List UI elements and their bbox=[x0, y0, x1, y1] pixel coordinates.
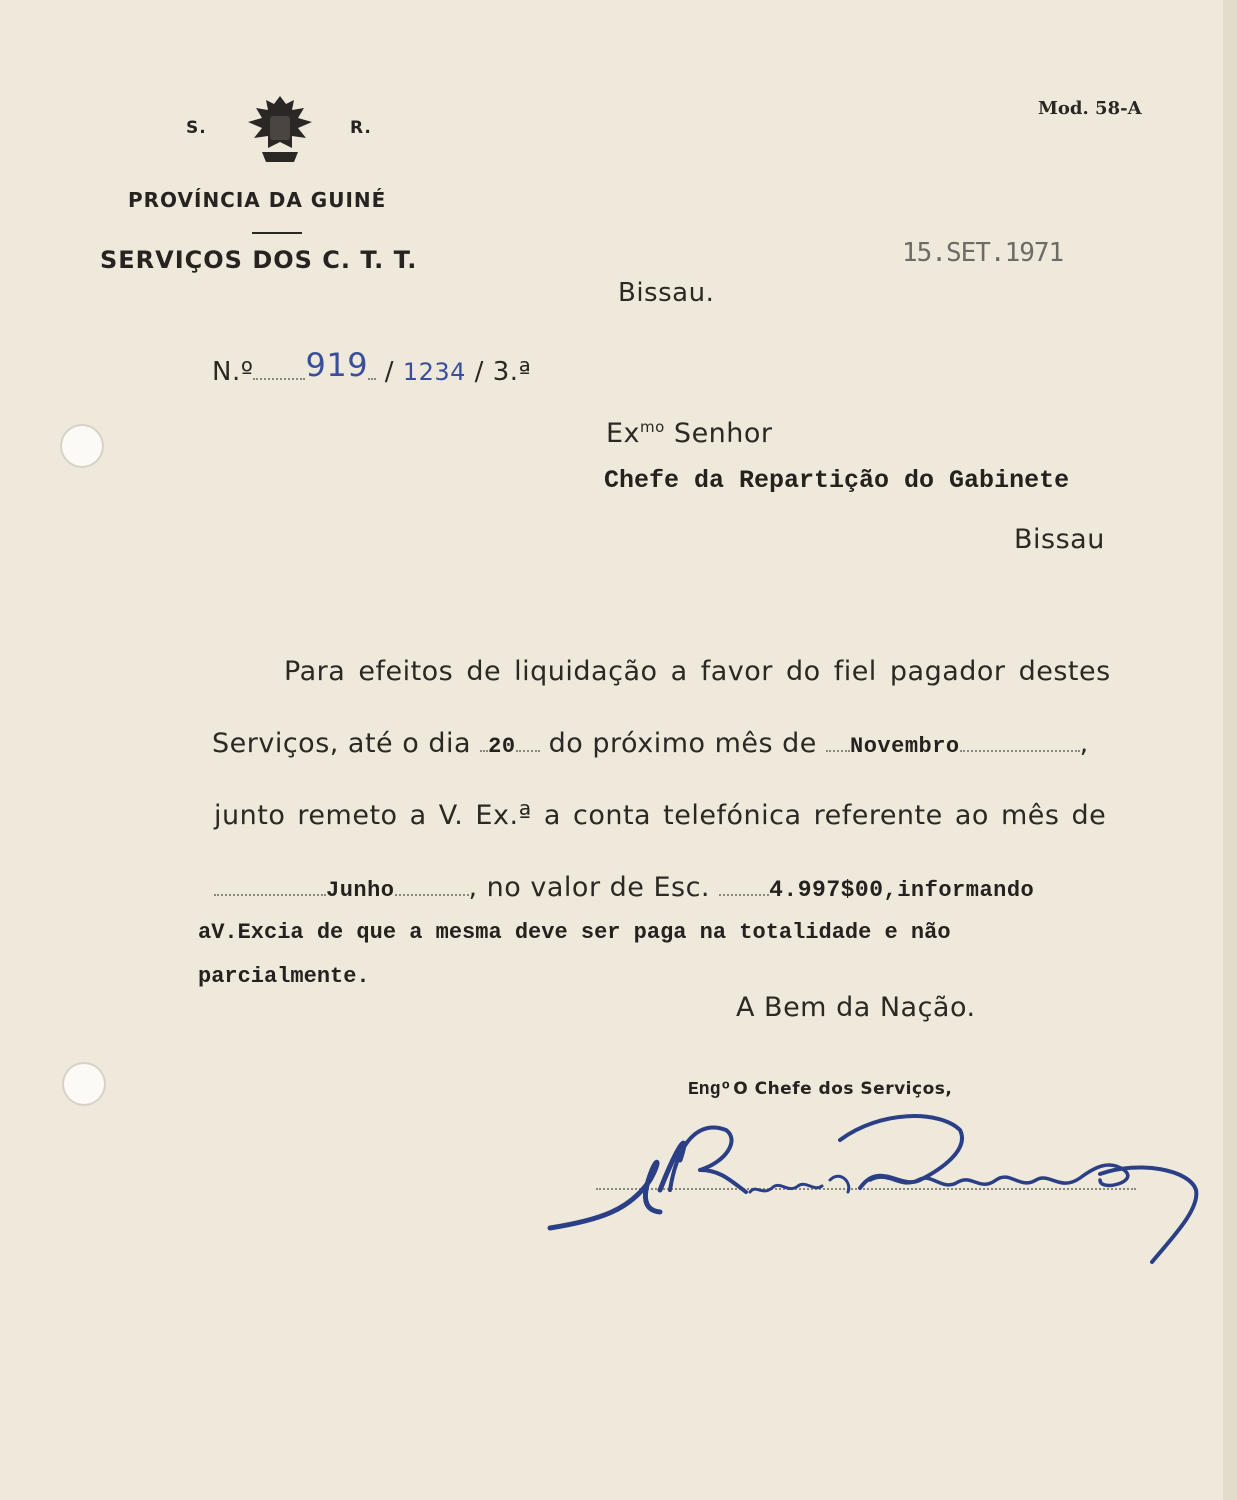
signature-title-line bbox=[688, 1078, 952, 1100]
handwritten-signature bbox=[540, 1100, 1210, 1270]
model-number: Mod. 58-A bbox=[1038, 98, 1142, 119]
province-title: PROVÍNCIA DA GUINÉ bbox=[128, 188, 387, 212]
ref-month-dots-b bbox=[395, 872, 469, 896]
body-line-2a: Serviços, até o dia bbox=[212, 728, 472, 759]
reference-month: Junho bbox=[326, 878, 395, 903]
body-line-6: parcialmente. bbox=[198, 964, 370, 989]
day-dots-a bbox=[480, 728, 488, 752]
body-line-4 bbox=[214, 872, 1034, 903]
recipient-title: Chefe da Repartição do Gabinete bbox=[604, 466, 1070, 495]
body-line-3: junto remeto a V. Ex.ª a conta telefónica referente ao mês de bbox=[214, 800, 1107, 831]
salutation-rest: Senhor bbox=[664, 418, 773, 449]
coat-of-arms-icon bbox=[232, 92, 328, 164]
reference-dots-2 bbox=[368, 356, 376, 380]
reference-part2: 1234 bbox=[402, 358, 466, 386]
due-month: Novembro bbox=[850, 734, 960, 759]
service-title: SERVIÇOS DOS C. T. T. bbox=[100, 246, 418, 274]
signature-prefix: Engº bbox=[688, 1080, 732, 1100]
reference-handwritten: 919 bbox=[305, 346, 369, 384]
body-line-2b: do próximo mês de bbox=[548, 728, 817, 759]
body-line-4a: , no valor de Esc. bbox=[468, 872, 711, 903]
reference-part3: 3.ª bbox=[492, 357, 532, 387]
crest-left-letter: S. bbox=[186, 118, 207, 138]
amount-dots bbox=[719, 872, 769, 896]
ref-month-dots-a bbox=[214, 872, 326, 896]
day-dots-b bbox=[516, 728, 540, 752]
payment-day: 20 bbox=[488, 734, 516, 759]
body-line-5: aV.Excia de que a mesma deve ser paga na totalidade e não bbox=[198, 920, 951, 945]
signature-title: O Chefe dos Serviços, bbox=[733, 1079, 953, 1099]
body-line-4b: ,informando bbox=[883, 878, 1035, 903]
body-line-1: Para efeitos de liquidação a favor do fiel pagador destes bbox=[284, 656, 1111, 687]
salutation-prefix: Ex bbox=[606, 418, 641, 449]
month-dots-b bbox=[960, 728, 1080, 752]
reference-dots bbox=[253, 356, 305, 380]
body-line-2-end: , bbox=[1079, 728, 1089, 759]
recipient-city: Bissau bbox=[1014, 524, 1105, 555]
binder-hole-bottom bbox=[62, 1062, 106, 1106]
binder-hole-top bbox=[60, 424, 104, 468]
month-dots-a bbox=[826, 728, 850, 752]
reference-label: N.º bbox=[212, 357, 254, 387]
paper-edge bbox=[1223, 0, 1237, 1500]
reference-line: N.º 919 / 1234 / 3.ª bbox=[212, 346, 532, 387]
header-divider bbox=[252, 232, 302, 234]
body-line-2 bbox=[212, 728, 1089, 759]
date-stamp: 15.SET.1971 bbox=[902, 238, 1064, 268]
place-label: Bissau. bbox=[618, 278, 715, 308]
salutation-superscript: mo bbox=[640, 418, 665, 436]
salutation bbox=[606, 418, 773, 449]
amount-value: 4.997$00 bbox=[769, 877, 884, 903]
crest-right-letter: R. bbox=[350, 118, 372, 138]
closing-phrase: A Bem da Nação. bbox=[736, 992, 976, 1023]
